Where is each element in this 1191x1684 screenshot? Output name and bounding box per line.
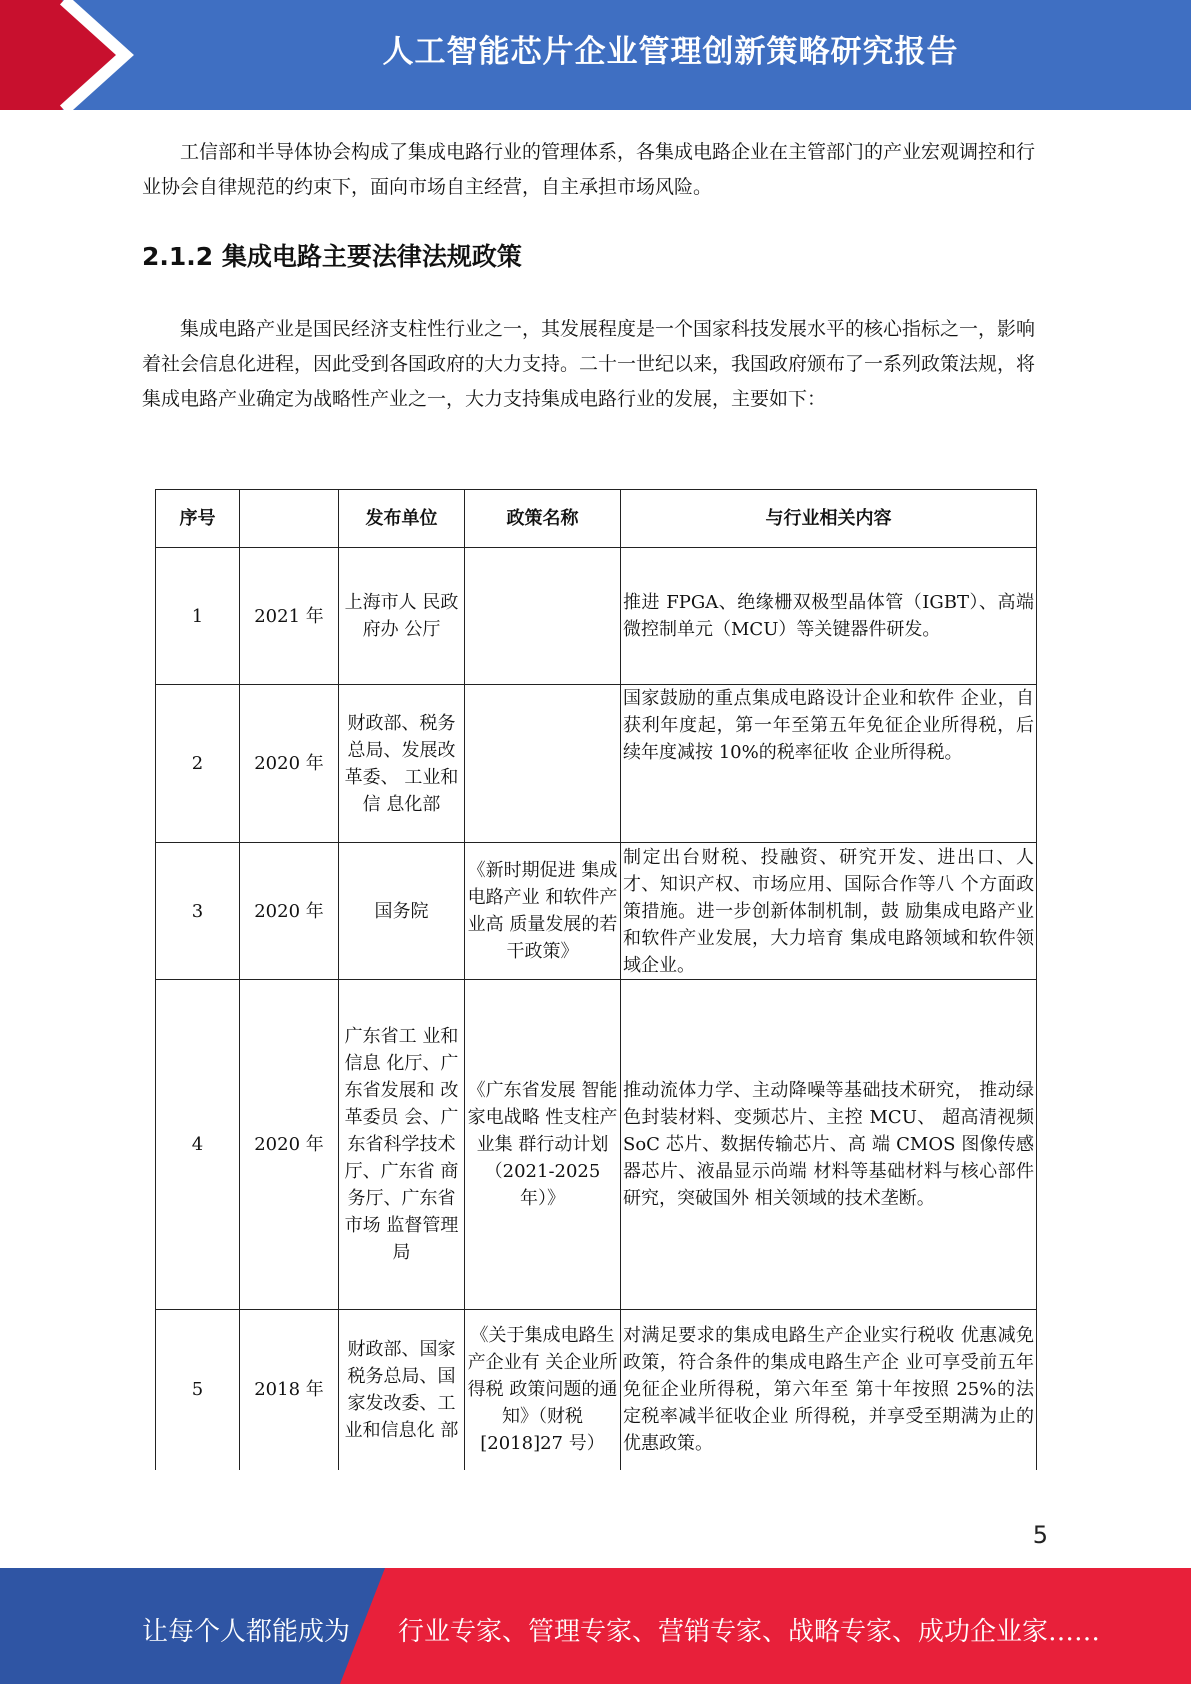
cell-issuer: 财政部、国家税务总局、国家发改委、工业和信息化 部 <box>339 1310 465 1470</box>
table-header-row <box>156 490 1037 548</box>
cell-content: 制定出台财税、投融资、研究开发、进出口、人才、知识产权、市场应用、国际合作等八 个方面政策措施。进一步创新体制机制，鼓 励集成电路产业和软件产业发展，大力培育 集成电路领域和软件领域企业。 <box>621 843 1037 980</box>
cell-year: 2020 年 <box>240 685 339 843</box>
table-row <box>156 548 1037 685</box>
cell-content: 国家鼓励的重点集成电路设计企业和软件 企业，自获利年度起，第一年至第五年免征企业所得税，后续年度减按 10%的税率征收 企业所得税。 <box>621 685 1037 843</box>
cell-no: 4 <box>156 980 240 1310</box>
cell-year: 2020 年 <box>240 843 339 980</box>
cell-issuer: 上海市人 民政府办 公厅 <box>339 548 465 685</box>
table-row <box>156 685 1037 843</box>
cell-policy <box>465 548 621 685</box>
header-no: 序号 <box>156 490 240 548</box>
page-footer <box>0 1568 1191 1684</box>
page-header <box>0 0 1191 110</box>
cell-policy: 《新时期促进 集成电路产业 和软件产业高 质量发展的若 干政策》 <box>465 843 621 980</box>
cell-policy: 《广东省发展 智能家电战略 性支柱产业集 群行动计划（2021-2025 年）》 <box>465 980 621 1310</box>
cell-content: 推进 FPGA、绝缘栅双极型晶体管（IGBT）、高端微控制单元（MCU）等关键器件研发。 <box>621 548 1037 685</box>
table-row <box>156 843 1037 980</box>
header-policy: 政策名称 <box>465 490 621 548</box>
report-title: 人工智能芯片企业管理创新策略研究报告 <box>382 34 959 70</box>
table-row <box>156 1310 1037 1470</box>
cell-issuer: 国务院 <box>339 843 465 980</box>
cell-content: 对满足要求的集成电路生产企业实行税收 优惠减免政策，符合条件的集成电路生产企 业可享受前五年免征企业所得税，第六年至 第十年按照 25%的法定税率减半征收企业 所得税，并享受至期满为止的优惠政策。 <box>621 1310 1037 1470</box>
page-number: 5 <box>1032 1521 1048 1549</box>
header-content: 与行业相关内容 <box>621 490 1037 548</box>
cell-year: 2021 年 <box>240 548 339 685</box>
cell-no: 2 <box>156 685 240 843</box>
footer-slogan-left: 让每个人都能成为 <box>142 1617 351 1647</box>
header-issuer: 发布单位 <box>339 490 465 548</box>
cell-no: 3 <box>156 843 240 980</box>
cell-no: 1 <box>156 548 240 685</box>
cell-policy <box>465 685 621 843</box>
cell-year: 2018 年 <box>240 1310 339 1470</box>
section-heading: 2.1.2 集成电路主要法律法规政策 <box>142 242 522 271</box>
cell-issuer: 财政部、税务总局、发展改革委、 工业和信 息化部 <box>339 685 465 843</box>
header-year <box>240 490 339 548</box>
cell-policy: 《关于集成电路生产企业有 关企业所得税 政策问题的通知》（财税[2018]27 号） <box>465 1310 621 1470</box>
footer-slogan-right: 行业专家、管理专家、营销专家、战略专家、成功企业家…… <box>398 1617 1101 1647</box>
cell-no: 5 <box>156 1310 240 1470</box>
cell-content: 推动流体力学、主动降噪等基础技术研究， 推动绿色封装材料、变频芯片、主控 MCU、 超高清视频 SoC 芯片、数据传输芯片、高 端 CMOS 图像传感器芯片、液晶显示尚端 材料等基础材料与核心部件研究，突破国外 相关领域的技术垄断。 <box>621 980 1037 1310</box>
body-paragraph: 集成电路产业是国民经济支柱性行业之一，其发展程度是一个国家科技发展水平的核心指标之一，影响着社会信息化进程，因此受到各国政府的大力支持。二十一世纪以来，我国政府颁布了一系列政策法规，将集成电路产业确定为战略性产业之一，大力支持集成电路行业的发展，主要如下： <box>142 318 1036 410</box>
cell-year: 2020 年 <box>240 980 339 1310</box>
policy-table <box>155 489 1037 1470</box>
header-arrow-icon <box>0 0 160 110</box>
table-row <box>156 980 1037 1310</box>
intro-paragraph: 工信部和半导体协会构成了集成电路行业的管理体系，各集成电路企业在主管部门的产业宏观调控和行业协会自律规范的约束下，面向市场自主经营，自主承担市场风险。 <box>142 141 1036 198</box>
cell-issuer: 广东省工 业和信息 化厅、广东省发展和 改革委员 会、广东省科学技术 厅、广东省 商务厅、广东省市场 监督管理 局 <box>339 980 465 1310</box>
